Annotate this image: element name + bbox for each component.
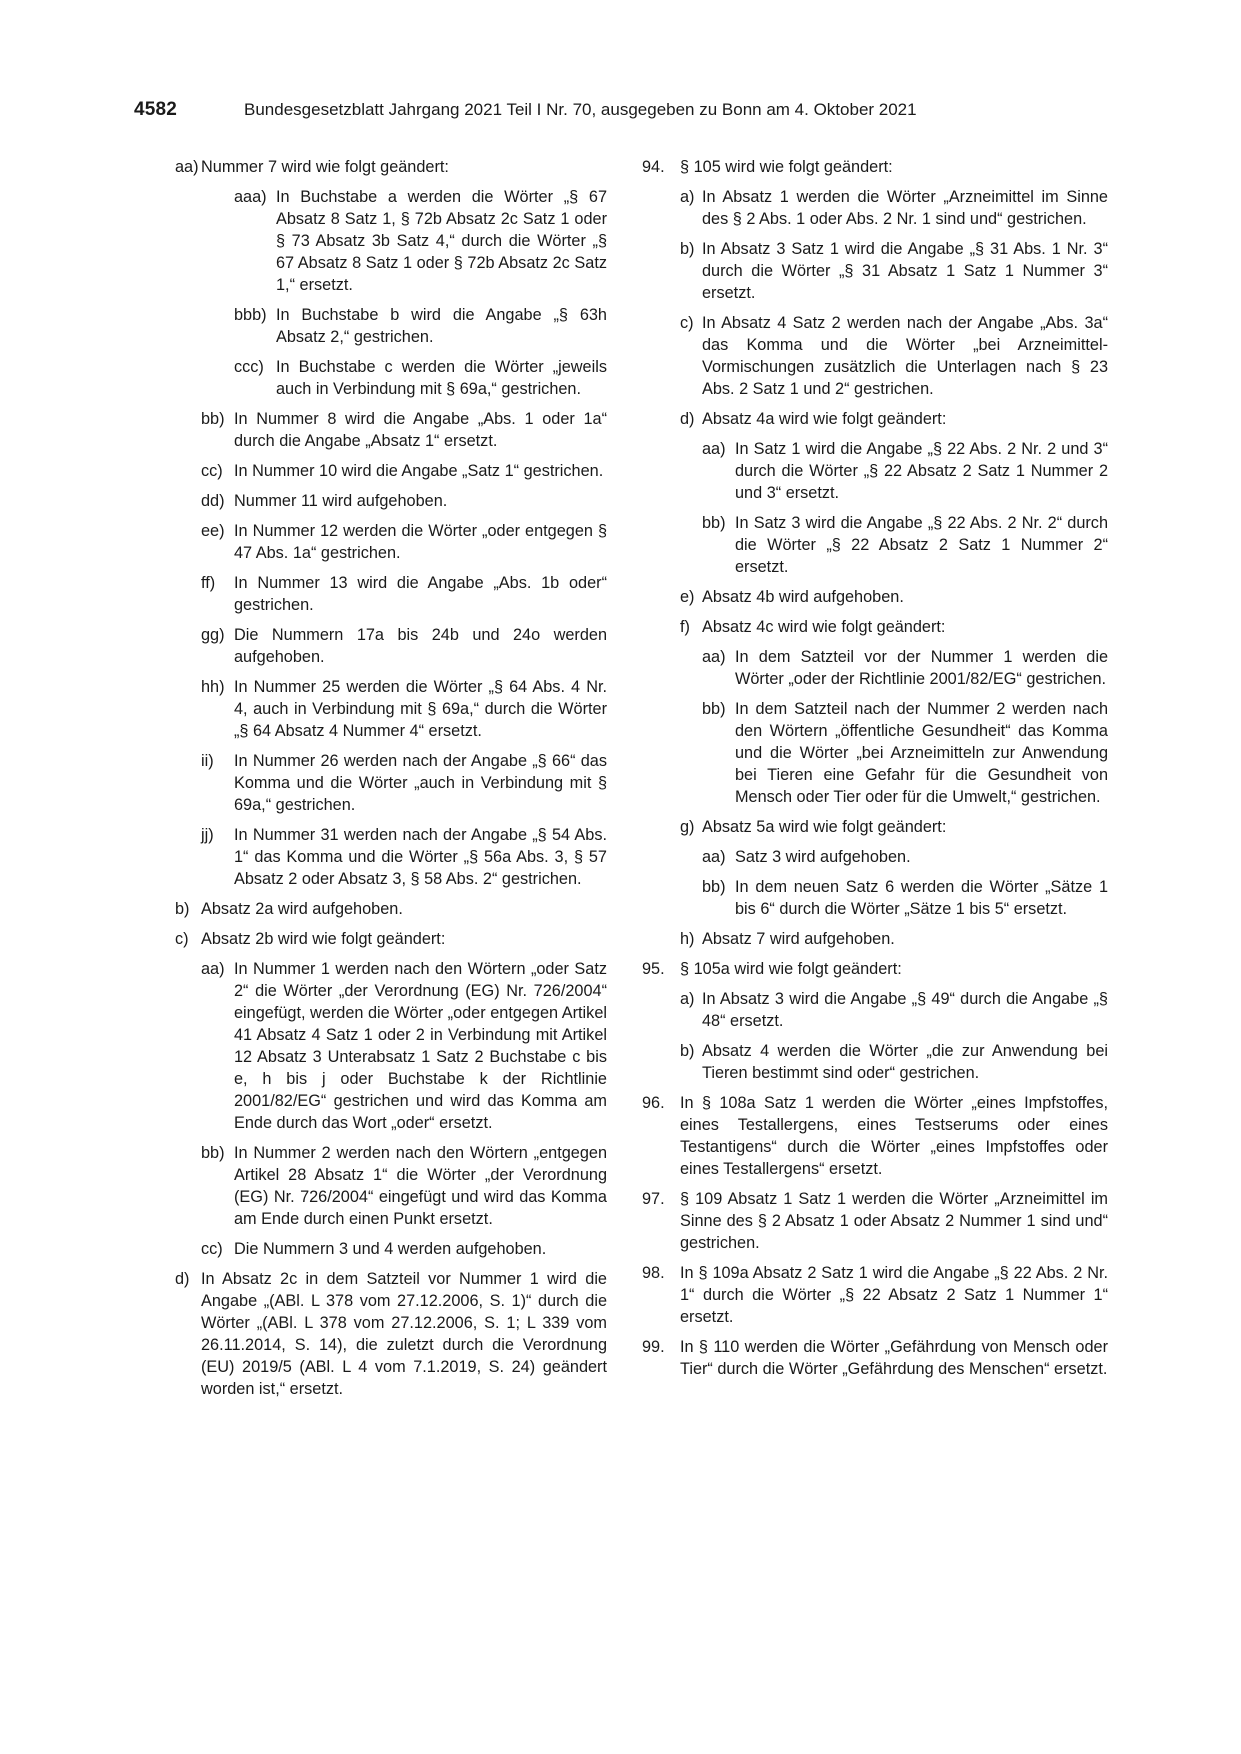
item-label: aaa) xyxy=(234,188,267,206)
item-text: In § 110 werden die Wörter „Gefährdung von Mensch oder Tier“ durch die Wörter „Gefährdung des Menschen“ ersetzt. xyxy=(680,1338,1108,1378)
list-item xyxy=(175,520,607,564)
list-item xyxy=(175,572,607,616)
item-text: In Nummer 2 werden nach den Wörtern „entgegen Artikel 28 Absatz 1“ die Wörter „der Verordnung (EG) Nr. 726/2004“ eingefügt und wird das Komma am Ende durch einen Punkt ersetzt. xyxy=(234,1144,607,1228)
page-header xyxy=(0,99,1241,125)
item-text: § 105a wird wie folgt geändert: xyxy=(680,960,902,978)
item-label: bb) xyxy=(702,514,726,532)
item-text: In Absatz 4 Satz 2 werden nach der Angabe „Abs. 3a“ das Komma und die Wörter „bei Arzneimittel-Vormischungen zusätzlich die Unterlagen nach § 23 Abs. 2 Satz 1 und 2“ gestrichen. xyxy=(702,314,1108,398)
list-item xyxy=(642,616,1108,638)
item-text: In Nummer 31 werden nach der Angabe „§ 54 Abs. 1“ das Komma und die Wörter „§ 56a Abs. 3, § 57 Absatz 2 oder Absatz 3, § 58 Abs. 2“ gestrichen. xyxy=(234,826,607,888)
item-text: In Buchstabe c werden die Wörter „jeweils auch in Verbindung mit § 69a,“ gestrichen. xyxy=(276,358,607,398)
item-label: 98. xyxy=(642,1264,665,1282)
item-label: bbb) xyxy=(234,306,267,324)
list-item xyxy=(642,1188,1108,1254)
list-item xyxy=(175,186,607,296)
list-item xyxy=(175,304,607,348)
list-item xyxy=(175,1238,607,1260)
list-item xyxy=(642,408,1108,430)
left-column xyxy=(175,156,607,1408)
list-item xyxy=(175,824,607,890)
item-text: Absatz 4a wird wie folgt geändert: xyxy=(702,410,947,428)
list-item xyxy=(175,958,607,1134)
list-item xyxy=(175,156,607,178)
item-label: b) xyxy=(175,900,190,918)
item-label: gg) xyxy=(201,626,225,644)
list-item xyxy=(175,928,607,950)
item-label: dd) xyxy=(201,492,225,510)
item-text: In Satz 1 wird die Angabe „§ 22 Abs. 2 Nr. 2 und 3“ durch die Wörter „§ 22 Absatz 2 Satz 1 Nummer 2 und 3“ ersetzt. xyxy=(735,440,1108,502)
item-text: In Buchstabe a werden die Wörter „§ 67 Absatz 8 Satz 1, § 72b Absatz 2c Satz 1 oder § 73 Absatz 3b Satz 4,“ durch die Wörter „§ 67 Absatz 8 Satz 1 oder § 72b Absatz 2c Satz 1,“ ersetzt. xyxy=(276,188,607,294)
list-item xyxy=(642,846,1108,868)
item-text: Nummer 7 wird wie folgt geändert: xyxy=(201,158,449,176)
item-text: Absatz 2a wird aufgehoben. xyxy=(201,900,403,918)
item-label: jj) xyxy=(201,826,214,844)
item-label: d) xyxy=(680,410,695,428)
item-text: Nummer 11 wird aufgehoben. xyxy=(234,492,448,510)
item-label: ee) xyxy=(201,522,225,540)
item-label: bb) xyxy=(201,1144,225,1162)
list-item xyxy=(642,586,1108,608)
item-label: h) xyxy=(680,930,695,948)
item-text: In Absatz 3 wird die Angabe „§ 49“ durch die Angabe „§ 48“ ersetzt. xyxy=(702,990,1108,1030)
item-label: bb) xyxy=(201,410,225,428)
item-label: 95. xyxy=(642,960,665,978)
item-label: ff) xyxy=(201,574,216,592)
list-item xyxy=(175,1268,607,1400)
item-text: Satz 3 wird aufgehoben. xyxy=(735,848,911,866)
item-label: ii) xyxy=(201,752,214,770)
item-label: 94. xyxy=(642,158,665,176)
list-item xyxy=(175,624,607,668)
list-item xyxy=(642,646,1108,690)
item-text: In Nummer 26 werden nach der Angabe „§ 66“ das Komma und die Wörter „auch in Verbindung mit § 69a,“ gestrichen. xyxy=(234,752,607,814)
item-text: In Buchstabe b wird die Angabe „§ 63h Absatz 2,“ gestrichen. xyxy=(276,306,607,346)
item-text: Absatz 7 wird aufgehoben. xyxy=(702,930,895,948)
item-label: g) xyxy=(680,818,695,836)
list-item xyxy=(642,876,1108,920)
item-label: a) xyxy=(680,188,695,206)
item-text: Absatz 4b wird aufgehoben. xyxy=(702,588,904,606)
item-text: In Absatz 3 Satz 1 wird die Angabe „§ 31 Abs. 1 Nr. 3“ durch die Wörter „§ 31 Absatz 1 Satz 1 Nummer 3“ ersetzt. xyxy=(702,240,1108,302)
item-text: In § 108a Satz 1 werden die Wörter „eines Impfstoffes, eines Testallergens, eines Testserums oder eines Testantigens“ durch die Wörter „eines Impfstoffes oder eines Testallergens“ ersetzt. xyxy=(680,1094,1108,1178)
item-label: aa) xyxy=(702,648,726,666)
item-label: aa) xyxy=(702,848,726,866)
list-item xyxy=(642,1040,1108,1084)
item-text: § 109 Absatz 1 Satz 1 werden die Wörter „Arzneimittel im Sinne des § 2 Absatz 1 oder Absatz 2 Nummer 1 sind und“ gestrichen. xyxy=(680,1190,1108,1252)
list-item xyxy=(175,898,607,920)
list-item xyxy=(642,928,1108,950)
item-text: In Nummer 25 werden die Wörter „§ 64 Abs. 4 Nr. 4, auch in Verbindung mit § 69a,“ durch die Wörter „§ 64 Absatz 4 Nummer 4“ ersetzt. xyxy=(234,678,607,740)
item-text: Die Nummern 3 und 4 werden aufgehoben. xyxy=(234,1240,547,1258)
item-text: In Nummer 13 wird die Angabe „Abs. 1b oder“ gestrichen. xyxy=(234,574,607,614)
list-item xyxy=(175,408,607,452)
list-item xyxy=(642,1262,1108,1328)
item-label: 97. xyxy=(642,1190,665,1208)
item-text: In dem neuen Satz 6 werden die Wörter „Sätze 1 bis 6“ durch die Wörter „Sätze 1 bis 5“ ersetzt. xyxy=(735,878,1108,918)
list-item xyxy=(175,356,607,400)
item-label: 99. xyxy=(642,1338,665,1356)
list-item xyxy=(175,750,607,816)
item-label: c) xyxy=(680,314,694,332)
item-text: In Nummer 12 werden die Wörter „oder entgegen § 47 Abs. 1a“ gestrichen. xyxy=(234,522,607,562)
list-item xyxy=(175,490,607,512)
item-label: aa) xyxy=(175,158,199,176)
item-label: cc) xyxy=(201,1240,223,1258)
item-label: hh) xyxy=(201,678,225,696)
item-label: a) xyxy=(680,990,695,1008)
item-label: ccc) xyxy=(234,358,264,376)
list-item xyxy=(642,312,1108,400)
list-item xyxy=(642,186,1108,230)
item-text: Absatz 2b wird wie folgt geändert: xyxy=(201,930,446,948)
item-text: Absatz 5a wird wie folgt geändert: xyxy=(702,818,947,836)
item-text: In Satz 3 wird die Angabe „§ 22 Abs. 2 Nr. 2“ durch die Wörter „§ 22 Absatz 2 Satz 1 Nummer 2“ ersetzt. xyxy=(735,514,1108,576)
list-item xyxy=(642,238,1108,304)
item-label: b) xyxy=(680,1042,695,1060)
list-item xyxy=(642,698,1108,808)
item-text: Absatz 4 werden die Wörter „die zur Anwendung bei Tieren bestimmt sind oder“ gestrichen. xyxy=(702,1042,1108,1082)
item-label: f) xyxy=(680,618,690,636)
item-label: cc) xyxy=(201,462,223,480)
list-item xyxy=(642,816,1108,838)
item-label: aa) xyxy=(702,440,726,458)
item-label: bb) xyxy=(702,700,726,718)
list-item xyxy=(642,1092,1108,1180)
item-text: In dem Satzteil nach der Nummer 2 werden nach den Wörtern „öffentliche Gesundheit“ das Komma und die Wörter „bei Arzneimitteln zur Anwendung bei Tieren eine Gefahr für die Gesundheit von Mensch oder Tier oder für die Umwelt,“ gestrichen. xyxy=(735,700,1108,806)
page-number: 4582 xyxy=(134,99,178,120)
list-item xyxy=(642,988,1108,1032)
item-label: d) xyxy=(175,1270,190,1288)
item-label: e) xyxy=(680,588,695,606)
list-item xyxy=(642,156,1108,178)
item-text: In Nummer 8 wird die Angabe „Abs. 1 oder 1a“ durch die Angabe „Absatz 1“ ersetzt. xyxy=(234,410,607,450)
item-label: c) xyxy=(175,930,189,948)
list-item xyxy=(642,1336,1108,1380)
list-item xyxy=(642,438,1108,504)
item-label: bb) xyxy=(702,878,726,896)
header-title: Bundesgesetzblatt Jahrgang 2021 Teil I Nr. 70, ausgegeben zu Bonn am 4. Oktober 2021 xyxy=(244,100,917,119)
list-item xyxy=(175,676,607,742)
item-text: In Absatz 1 werden die Wörter „Arzneimittel im Sinne des § 2 Abs. 1 oder Abs. 2 Nr. 1 sind und“ gestrichen. xyxy=(702,188,1108,228)
list-item xyxy=(175,1142,607,1230)
list-item xyxy=(642,958,1108,980)
list-item xyxy=(175,460,607,482)
item-text: Absatz 4c wird wie folgt geändert: xyxy=(702,618,946,636)
item-text: § 105 wird wie folgt geändert: xyxy=(680,158,893,176)
item-text: In § 109a Absatz 2 Satz 1 wird die Angabe „§ 22 Abs. 2 Nr. 1“ durch die Wörter „§ 22 Absatz 2 Satz 1 Nummer 1“ ersetzt. xyxy=(680,1264,1108,1326)
item-text: In Absatz 2c in dem Satzteil vor Nummer 1 wird die Angabe „(ABl. L 378 vom 27.12.2006, S. 1)“ durch die Wörter „(ABl. L 378 vom 27.12.2006, S. 1; L 339 vom 26.11.2014, S. 14), die zuletzt durch die Verordnung (EU) 2019/5 (ABl. L 4 vom 7.1.2019, S. 24) geändert worden ist,“ ersetzt. xyxy=(201,1270,607,1398)
item-text: In Nummer 1 werden nach den Wörtern „oder Satz 2“ die Wörter „der Verordnung (EG) Nr. 726/2004“ eingefügt, werden die Wörter „oder entgegen Artikel 41 Absatz 4 Satz 1 oder 2 in Verbindung mit Artikel 12 Absatz 3 Unterabsatz 1 Satz 2 Buchstabe c bis e, h bis j oder Buchstabe k der Richtlinie 2001/82/EG“ gestrichen und wird das Komma am Ende durch das Wort „oder“ ersetzt. xyxy=(234,960,607,1132)
item-text: In dem Satzteil vor der Nummer 1 werden die Wörter „oder der Richtlinie 2001/82/EG“ gestrichen. xyxy=(735,648,1108,688)
right-column xyxy=(642,156,1108,1388)
item-label: b) xyxy=(680,240,695,258)
item-label: aa) xyxy=(201,960,225,978)
item-text: In Nummer 10 wird die Angabe „Satz 1“ gestrichen. xyxy=(234,462,604,480)
item-label: 96. xyxy=(642,1094,665,1112)
list-item xyxy=(642,512,1108,578)
item-text: Die Nummern 17a bis 24b und 24o werden aufgehoben. xyxy=(234,626,607,666)
